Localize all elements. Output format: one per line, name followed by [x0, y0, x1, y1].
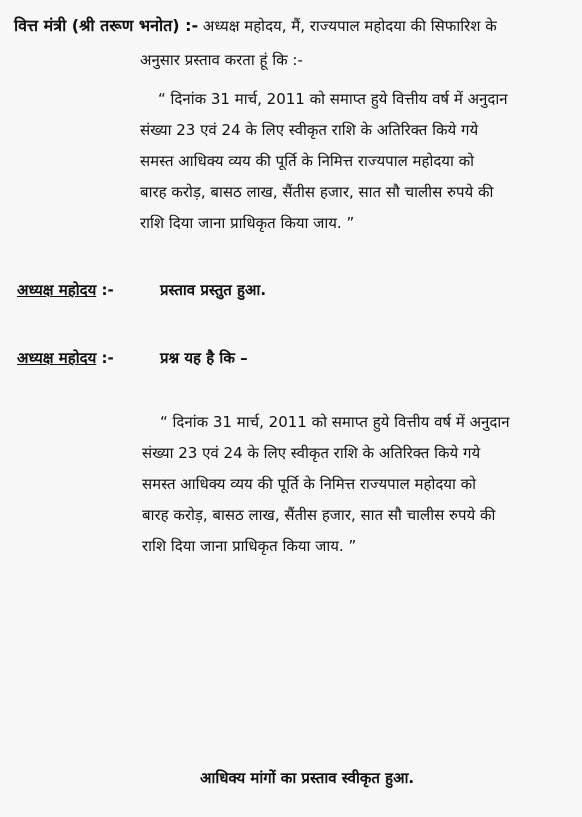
- quote1-line-1: “ दिनांक 31 मार्च, 2011 को समाप्त हुये वित्तीय वर्ष में अनुदान: [158, 90, 508, 108]
- opening-text-1: अध्यक्ष महोदय, मैं, राज्यपाल महोदया की सिफारिश के: [202, 17, 497, 35]
- quote1-line-4: बारह करोड़, बासठ लाख, सैंतीस हजार, सात सौ चालीस रुपये की: [140, 183, 494, 201]
- quote2-line-2: संख्या 23 एवं 24 के लिए स्वीकृत राशि के अतिरिक्त किये गये: [142, 444, 481, 462]
- resolution-quote-1: [140, 84, 570, 239]
- opening-line-1: [14, 16, 497, 36]
- speaker-suffix-1: :-: [101, 281, 114, 299]
- speaker-suffix-2: :-: [101, 349, 114, 367]
- question-text: प्रश्न यह है कि –: [160, 349, 248, 367]
- quote2-line-1: “ दिनांक 31 मार्च, 2011 को समाप्त हुये वित्तीय वर्ष में अनुदान: [160, 413, 510, 431]
- quote2-line-4: बारह करोड़, बासठ लाख, सैंतीस हजार, सात सौ चालीस रुपये की: [142, 506, 496, 524]
- finance-minister-label: वित्त मंत्री (श्री तरूण भनोत) :-: [14, 16, 199, 35]
- quote2-line-5: राशि दिया जाना प्राधिकृत किया जाय. ”: [142, 537, 357, 555]
- speaker-label-2: अध्यक्ष महोदय: [17, 349, 97, 367]
- quote2-line-3: समस्त आधिक्य व्यय की पूर्ति के निमित्त राज्यपाल महोदया को: [142, 475, 477, 493]
- opening-line-2: अनुसार प्रस्ताव करता हूं कि :-: [140, 51, 303, 69]
- speaker-label-1: अध्यक्ष महोदय: [17, 281, 97, 299]
- quote1-line-5: राशि दिया जाना प्राधिकृत किया जाय. ”: [140, 214, 355, 232]
- closing-statement: आधिक्य मांगों का प्रस्ताव स्वीकृत हुआ.: [200, 769, 415, 787]
- speaker-entry-1: [17, 280, 114, 300]
- speaker-entry-2: [17, 348, 114, 368]
- quote1-line-2: संख्या 23 एवं 24 के लिए स्वीकृत राशि के अतिरिक्त किये गये: [140, 121, 479, 139]
- motion-presented-text: प्रस्ताव प्रस्तुत हुआ.: [160, 281, 267, 299]
- quote1-line-3: समस्त आधिक्य व्यय की पूर्ति के निमित्त राज्यपाल महोदया को: [140, 152, 475, 170]
- resolution-quote-2: [142, 407, 572, 562]
